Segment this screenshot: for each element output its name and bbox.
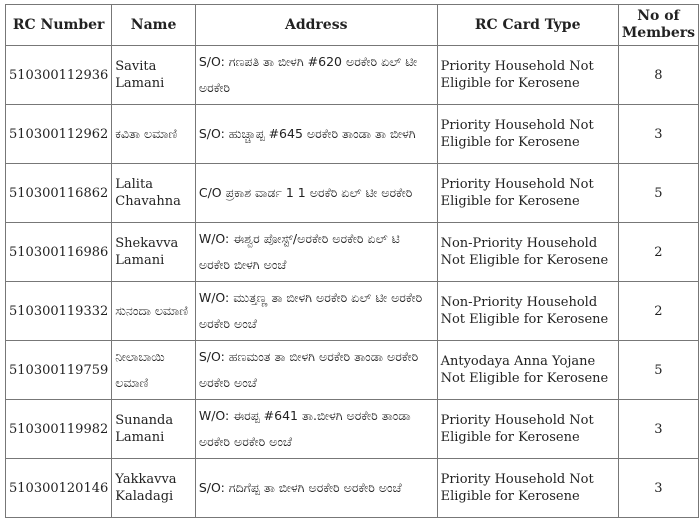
card-type-cell: Priority Household Not Eligible for Kerosene bbox=[437, 164, 618, 223]
rc-number-cell: 510300120146 bbox=[6, 459, 112, 518]
table-row bbox=[6, 459, 699, 518]
card-type-cell: Antyodaya Anna Yojane Not Eligible for Kerosene bbox=[437, 341, 618, 400]
rc-number-cell: 510300119982 bbox=[6, 400, 112, 459]
header-rc-number: RC Number bbox=[6, 5, 112, 46]
table-row bbox=[6, 105, 699, 164]
header-row bbox=[6, 5, 699, 46]
name-cell: ಕವಿತಾ ಲಮಾಣಿ bbox=[112, 105, 196, 164]
members-cell: 3 bbox=[618, 459, 698, 518]
table-row bbox=[6, 341, 699, 400]
card-type-cell: Non-Priority Household Not Eligible for Kerosene bbox=[437, 282, 618, 341]
card-type-cell: Priority Household Not Eligible for Kerosene bbox=[437, 459, 618, 518]
table-row bbox=[6, 282, 699, 341]
name-cell: Shekavva Lamani bbox=[112, 223, 196, 282]
address-cell: C/O ಪ್ರಕಾಶ ವಾರ್ಡ 1 1 ಅರಕೆರಿ ಏಲ್ ಟೀ ಅರಕೇರಿ bbox=[195, 164, 437, 223]
members-cell: 3 bbox=[618, 105, 698, 164]
card-type-cell: Non-Priority Household Not Eligible for Kerosene bbox=[437, 223, 618, 282]
rc-number-cell: 510300119332 bbox=[6, 282, 112, 341]
address-cell: S/O: ಗಣಪತಿ ತಾ ಬೀಳಗಿ #620 ಅರಕೇರಿ ಏಲ್ ಟೀ ಅರಕೇರಿ bbox=[195, 46, 437, 105]
card-type-cell: Priority Household Not Eligible for Kerosene bbox=[437, 46, 618, 105]
table-row bbox=[6, 400, 699, 459]
address-cell: S/O: ಗದಿಗೆಪ್ಪ ತಾ ಬೀಳಗಿ ಅರಕೇರಿ ಅರಕೇರಿ ಅಂಚೆ bbox=[195, 459, 437, 518]
table-row bbox=[6, 46, 699, 105]
name-cell: ನೀಲಾಬಾಯಿ ಲಮಾಣಿ bbox=[112, 341, 196, 400]
rc-number-cell: 510300119759 bbox=[6, 341, 112, 400]
members-cell: 3 bbox=[618, 400, 698, 459]
ration-card-table bbox=[5, 4, 699, 518]
name-cell: Savita Lamani bbox=[112, 46, 196, 105]
name-cell: Sunanda Lamani bbox=[112, 400, 196, 459]
rc-number-cell: 510300116986 bbox=[6, 223, 112, 282]
members-cell: 5 bbox=[618, 341, 698, 400]
address-cell: S/O: ಹಣಮಂತ ತಾ ಬೀಳಗಿ ಅರಕೇರಿ ತಾಂಡಾ ಅರಕೇರಿ ಅರಕೇರಿ ಅಂಚೆ bbox=[195, 341, 437, 400]
table-row bbox=[6, 164, 699, 223]
header-members: No of Members bbox=[618, 5, 698, 46]
members-cell: 2 bbox=[618, 223, 698, 282]
address-cell: S/O: ಹುಚ್ಚಾಪ್ಪ #645 ಅರಕೇರಿ ತಾಂಡಾ ತಾ ಬೀಳಗಿ bbox=[195, 105, 437, 164]
card-type-cell: Priority Household Not Eligible for Kerosene bbox=[437, 105, 618, 164]
rc-number-cell: 510300116862 bbox=[6, 164, 112, 223]
card-type-cell: Priority Household Not Eligible for Kerosene bbox=[437, 400, 618, 459]
address-cell: W/O: ಮುತ್ತಣ್ಣ ತಾ ಬೀಳಗಿ ಅರಕೇರಿ ಏಲ್ ಟೀ ಅರಕೇರಿ ಅರಕೇರಿ ಅಂಚೆ bbox=[195, 282, 437, 341]
members-cell: 8 bbox=[618, 46, 698, 105]
address-cell: W/O: ಈರಪ್ಪ #641 ತಾ.ಬೀಳಗಿ ಅರಕೇರಿ ತಾಂಡಾ ಅರಕೇರಿ ಅರಕೇರಿ ಅಂಚೆ bbox=[195, 400, 437, 459]
header-card-type: RC Card Type bbox=[437, 5, 618, 46]
name-cell: Lalita Chavahna bbox=[112, 164, 196, 223]
members-cell: 5 bbox=[618, 164, 698, 223]
address-cell: W/O: ಈಶ್ವರ ಪೋಸ್ಟ್/ಅರಕೇರಿ ಅರಕೇರಿ ಏಲ್ ಟಿ ಅರಕೇರಿ ಬೀಳಗಿ ಅಂಚೆ bbox=[195, 223, 437, 282]
header-address: Address bbox=[195, 5, 437, 46]
header-name: Name bbox=[112, 5, 196, 46]
rc-number-cell: 510300112962 bbox=[6, 105, 112, 164]
rc-number-cell: 510300112936 bbox=[6, 46, 112, 105]
name-cell: Yakkavva Kaladagi bbox=[112, 459, 196, 518]
table-row bbox=[6, 223, 699, 282]
name-cell: ಸುನಂದಾ ಲಮಾಣಿ bbox=[112, 282, 196, 341]
members-cell: 2 bbox=[618, 282, 698, 341]
